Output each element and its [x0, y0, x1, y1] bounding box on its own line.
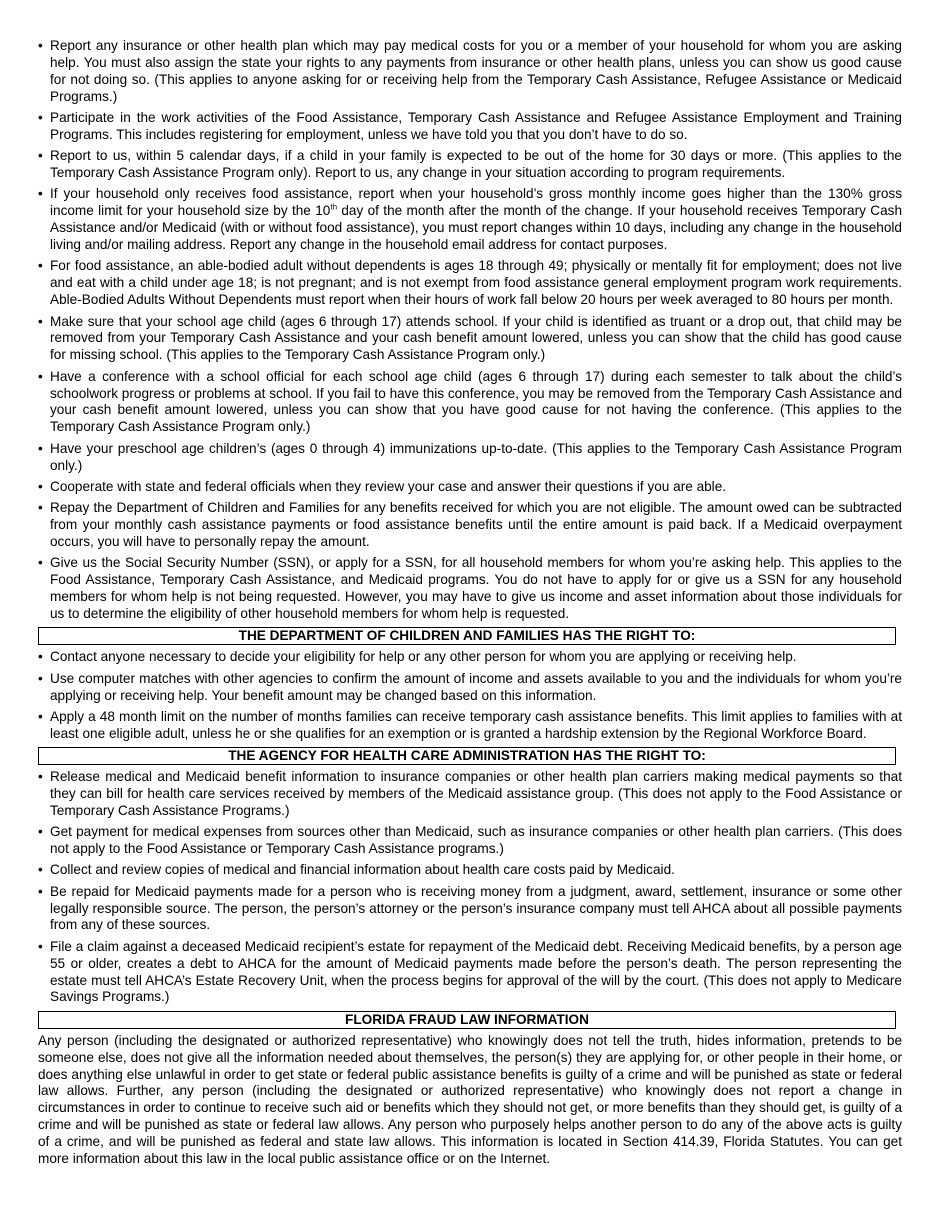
- list-item: • Have a conference with a school official for each school age child (ages 6 through 17) during each semester to talk about the child’s schoolwork progress or problems at school. If you fail to have this conference, you may be removed from the Temporary Cash Assistance and your cash benefit amount lowered, unless you can show that you have good cause for not having the conference. (This applies to the Temporary Cash Assistance Program only.): [38, 369, 902, 437]
- fraud-law-paragraph: Any person (including the designated or authorized representative) who knowingly does not tell the truth, hides information, pretends to be someone else, does not give all the information needed about themselves, the person(s) they are applying for, or other people in their home, or does anything else unlawful in order to get state or federal public assistance benefits is guilty of a crime and will be punished as state or federal law allows. Further, any person (including the designated or authorized representative) who knowingly does not report a change in circumstances in order to continue to receive such aid or benefits which they should not get, or more benefits than they should get, is guilty of a crime and will be punished as state or federal law allows. Any person who purposely helps another person to do any of the above acts is guilty of a crime, and will be punished as federal and state law allows. This information is located in Section 414.39, Florida Statutes. You can get more information about this law in the local public assistance office or on the Internet.: [38, 1032, 902, 1167]
- ahca-rights-header: THE AGENCY FOR HEALTH CARE ADMINISTRATION HAS THE RIGHT TO:: [38, 747, 896, 765]
- list-item: • Report any insurance or other health plan which may pay medical costs for you or a member of your household for whom you are asking help. You must also assign the state your rights to any payments from insurance or other health plans, unless you can show us good cause for not doing so. (This applies to anyone asking for or receiving help from the Temporary Cash Assistance, Refugee Assistance or Medicaid Programs.): [38, 38, 902, 106]
- dcf-rights-list: [38, 649, 902, 742]
- list-item: • Contact anyone necessary to decide your eligibility for help or any other person for whom you are applying or receiving help.: [38, 649, 902, 666]
- list-item: • Be repaid for Medicaid payments made for a person who is receiving money from a judgment, award, settlement, insurance or some other legally responsible source. The person, the person’s attorney or the person’s insurance company must tell AHCA about all possible payments from any of these sources.: [38, 884, 902, 935]
- list-item: • Report to us, within 5 calendar days, if a child in your family is expected to be out of the home for 30 days or more. (This applies to the Temporary Cash Assistance Program only). Report to us, any change in your situation according to program requirements.: [38, 148, 902, 182]
- fraud-law-header: FLORIDA FRAUD LAW INFORMATION: [38, 1011, 896, 1029]
- list-item: • Get payment for medical expenses from sources other than Medicaid, such as insurance companies or other health plan carriers. (This does not apply to the Food Assistance or Temporary Cash Assistance programs.): [38, 824, 902, 858]
- dcf-rights-header: THE DEPARTMENT OF CHILDREN AND FAMILIES HAS THE RIGHT TO:: [38, 627, 896, 645]
- list-item: • Have your preschool age children’s (ages 0 through 4) immunizations up-to-date. (This applies to the Temporary Cash Assistance Program only.): [38, 441, 902, 475]
- list-item: • Make sure that your school age child (ages 6 through 17) attends school. If your child is identified as truant or a drop out, that child may be removed from your Temporary Cash Assistance and your cash benefit amount lowered, unless you can show that the child has good cause for missing school. (This applies to the Temporary Cash Assistance Program only.): [38, 314, 902, 365]
- list-item: • For food assistance, an able-bodied adult without dependents is ages 18 through 49; physically or mentally fit for employment; does not live and eat with a child under age 18; is not pregnant; and is not exempt from food assistance general employment program work requirements. Able-Bodied Adults Without Dependents must report when their hours of work fall below 20 hours per week averaged to 80 hours per month.: [38, 258, 902, 309]
- list-item: [38, 186, 902, 254]
- list-item: • Apply a 48 month limit on the number of months families can receive temporary cash assistance benefits. This limit applies to families with at least one eligible adult, unless he or she qualifies for an exemption or is granted a hardship extension by the Regional Workforce Board.: [38, 709, 902, 743]
- list-item-text: If your household only receives food assistance, report when your household’s gross monthly income goes higher than the 130% gross income limit for your household size by the 10: [50, 186, 902, 219]
- list-item: • File a claim against a deceased Medicaid recipient’s estate for repayment of the Medicaid debt. Receiving Medicaid benefits, by a person age 55 or older, creates a debt to AHCA for the amount of Medicaid payments made before the person’s death. The person representing the estate must tell AHCA’s Estate Recovery Unit, when the process begins for approval of the will by the court. (This does not apply to Medicare Savings Programs.): [38, 939, 902, 1007]
- list-item: • Collect and review copies of medical and financial information about health care costs paid by Medicaid.: [38, 862, 902, 879]
- superscript: th: [330, 202, 338, 212]
- list-item: • Cooperate with state and federal officials when they review your case and answer their questions if you are able.: [38, 479, 902, 496]
- list-item: • Give us the Social Security Number (SSN), or apply for a SSN, for all household members for whom you’re asking help. This applies to the Food Assistance, Temporary Cash Assistance, and Medicaid programs. You do not have to apply for or give us a SSN for any household members for whom help is not being requested. However, you may have to give us income and asset information about those individuals for us to determine the eligibility of other household members for whom help is requested.: [38, 555, 902, 623]
- responsibilities-list: [38, 38, 902, 623]
- list-item: • Use computer matches with other agencies to confirm the amount of income and assets available to you and the individuals for whom you’re applying or receiving help. Your benefit amount may be changed based on this information.: [38, 671, 902, 705]
- list-item: • Release medical and Medicaid benefit information to insurance companies or other health plan carriers making medical payments so that they can bill for health care services received by members of the Medicaid assistance group. (This does not apply to the Food Assistance or Temporary Cash Assistance Programs.): [38, 769, 902, 820]
- list-item: • Participate in the work activities of the Food Assistance, Temporary Cash Assistance and Refugee Assistance Employment and Training Programs. This includes registering for employment, unless we have told you that you don’t have to do so.: [38, 110, 902, 144]
- ahca-rights-list: [38, 769, 902, 1006]
- document-page: [38, 38, 902, 1168]
- list-item-text: day of the month after the month of the change. If your household receives Temporary Cash Assistance and/or Medicaid (with or without food assistance), you must report changes within 10 days, including any change in the household living and/or mailing address. Report any change in the household email address for contact purposes.: [50, 203, 903, 253]
- list-item: • Repay the Department of Children and Families for any benefits received for which you are not eligible. The amount owed can be subtracted from your monthly cash assistance payments or food assistance benefits until the entire amount is paid back. If a Medicaid overpayment occurs, you will have to personally repay the amount.: [38, 500, 902, 551]
